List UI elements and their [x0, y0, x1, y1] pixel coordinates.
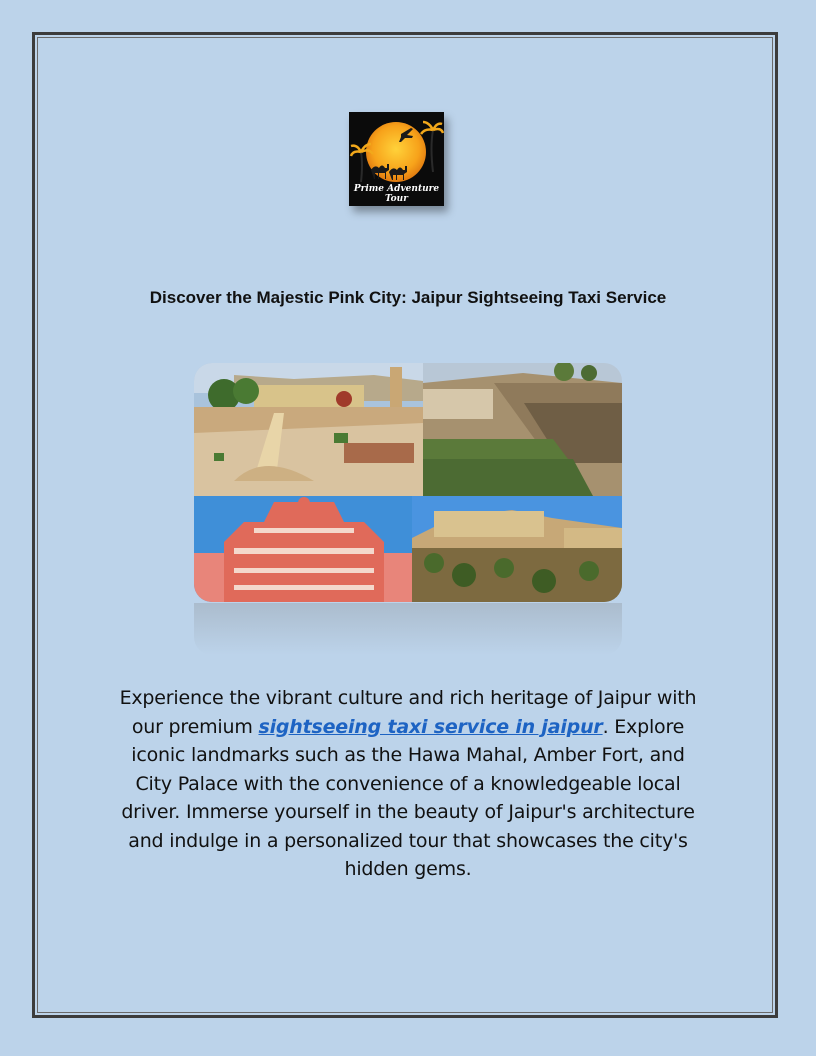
taxi-service-link[interactable]: sightseeing taxi service in jaipur	[258, 715, 603, 738]
logo-text: Prime Adventure Tour	[353, 184, 440, 204]
collage-image-amber-fort	[412, 496, 622, 602]
body-text-intro: Experience the vibrant culture and rich heritage of Jaipur with our premium	[119, 687, 697, 738]
body-paragraph	[118, 684, 698, 884]
body-text-rest: . Explore iconic landmarks such as the Hawa Mahal, Amber Fort, and City Palace with the convenience of a knowledgeable local driver. Immerse yourself in the beauty of Jaipur's architecture and indulge in a personalized tour that showcases the city's hidden gems.	[121, 715, 695, 880]
collage-image-hawa-mahal	[194, 496, 412, 602]
photo-collage	[194, 363, 622, 602]
collage-image-jantar-mantar	[194, 363, 423, 496]
page-title: Discover the Majestic Pink City: Jaipur Sightseeing Taxi Service	[149, 288, 667, 307]
collage-reflection	[194, 603, 622, 655]
collage-image-stepwell	[423, 363, 622, 496]
logo	[349, 112, 444, 206]
